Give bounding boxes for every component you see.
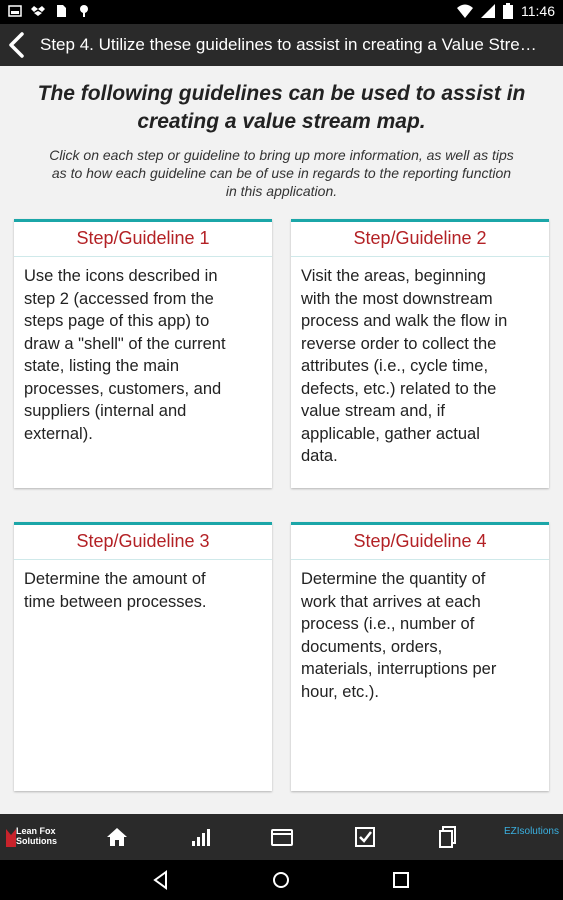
guideline-card-3-title[interactable]: Step/Guideline 3 — [14, 525, 272, 560]
card-line: state, listing the main — [24, 357, 179, 375]
card-line: process (i.e., number of — [301, 615, 475, 633]
intro-subtext-line1: Click on each step or guideline to bring up more information, as well as tips — [49, 147, 514, 163]
card-line: suppliers (internal and — [24, 402, 187, 420]
pin-icon — [77, 4, 91, 18]
nav-recents-icon[interactable] — [390, 869, 412, 891]
card-line: defects, etc.) related to the — [301, 379, 497, 398]
logo-line1: Lean Fox — [16, 826, 56, 836]
app-bar — [0, 24, 563, 66]
dropbox-icon — [31, 4, 45, 18]
card-line: reverse order to collect the — [301, 334, 497, 353]
sim-card-icon — [54, 4, 68, 18]
status-bar — [0, 0, 563, 24]
card-line: with the most downstream — [301, 289, 493, 308]
guideline-card-1[interactable] — [14, 219, 272, 488]
system-nav-bar — [0, 860, 563, 900]
guideline-card-4-body — [291, 560, 549, 711]
back-arrow-icon[interactable] — [6, 32, 28, 58]
card-line: work that arrives at each — [301, 592, 481, 611]
card-line: value stream and, if — [301, 402, 445, 420]
card-line: process and walk the flow in — [301, 312, 508, 330]
card-line: step 2 (accessed from the — [24, 289, 214, 308]
card-line: Determine the amount of — [24, 570, 206, 588]
checkbox-icon[interactable] — [354, 826, 376, 848]
guideline-card-3[interactable] — [14, 522, 272, 791]
guideline-card-2-title[interactable]: Step/Guideline 2 — [291, 222, 549, 257]
card-line: time between processes. — [24, 592, 207, 611]
page-title: Step 4. Utilize these guidelines to assist in creating a Value Stre… — [40, 35, 537, 54]
intro-subtext-line3: in this application. — [225, 183, 338, 199]
card-line: draw a "shell" of the current — [24, 334, 226, 353]
card-line: processes, customers, and — [24, 379, 222, 398]
intro-heading — [0, 80, 563, 136]
guideline-card-1-body — [14, 257, 272, 453]
card-line: data. — [301, 447, 338, 465]
intro-heading-line2: creating a value stream map. — [137, 110, 426, 133]
card-line: documents, orders, — [301, 637, 443, 656]
guideline-card-2[interactable] — [291, 219, 549, 488]
card-line: Visit the areas, beginning — [301, 267, 486, 285]
card-line: Use the icons described in — [24, 267, 218, 285]
guideline-card-4-title[interactable]: Step/Guideline 4 — [291, 525, 549, 560]
guideline-card-4[interactable] — [291, 522, 549, 791]
nav-back-icon[interactable] — [150, 869, 172, 891]
brand-label: EZIsolutions — [503, 826, 559, 837]
lean-fox-logo — [4, 824, 62, 852]
intro-subtext-line2: as to how each guideline can be of use in regards to the reporting function — [51, 165, 512, 181]
guideline-card-2-body — [291, 257, 549, 476]
card-line: applicable, gather actual — [301, 424, 480, 443]
signal-chart-icon[interactable] — [189, 826, 211, 848]
bottom-toolbar — [0, 814, 563, 860]
intro-heading-line1: The following guidelines can be used to assist in — [37, 82, 526, 105]
clock: 11:46 — [521, 3, 555, 19]
card-line: materials, interruptions per — [301, 660, 497, 678]
cell-signal-icon — [481, 4, 495, 18]
card-line: Determine the quantity of — [301, 570, 486, 588]
intro-subtext — [4, 146, 559, 200]
card-line: attributes (i.e., cycle time, — [301, 357, 489, 375]
card-line: hour, etc.). — [301, 682, 379, 701]
logo-line2: Solutions — [16, 836, 57, 846]
guideline-card-1-title[interactable]: Step/Guideline 1 — [14, 222, 272, 257]
image-notification-icon — [8, 4, 22, 18]
folder-icon[interactable] — [271, 826, 293, 848]
wifi-icon — [457, 4, 473, 18]
guideline-card-3-body — [14, 560, 272, 621]
nav-home-icon[interactable] — [270, 869, 292, 891]
card-line: external). — [24, 424, 93, 443]
documents-icon[interactable] — [437, 826, 459, 848]
battery-icon — [503, 3, 513, 19]
card-line: steps page of this app) to — [24, 312, 210, 330]
home-icon[interactable] — [106, 826, 128, 848]
